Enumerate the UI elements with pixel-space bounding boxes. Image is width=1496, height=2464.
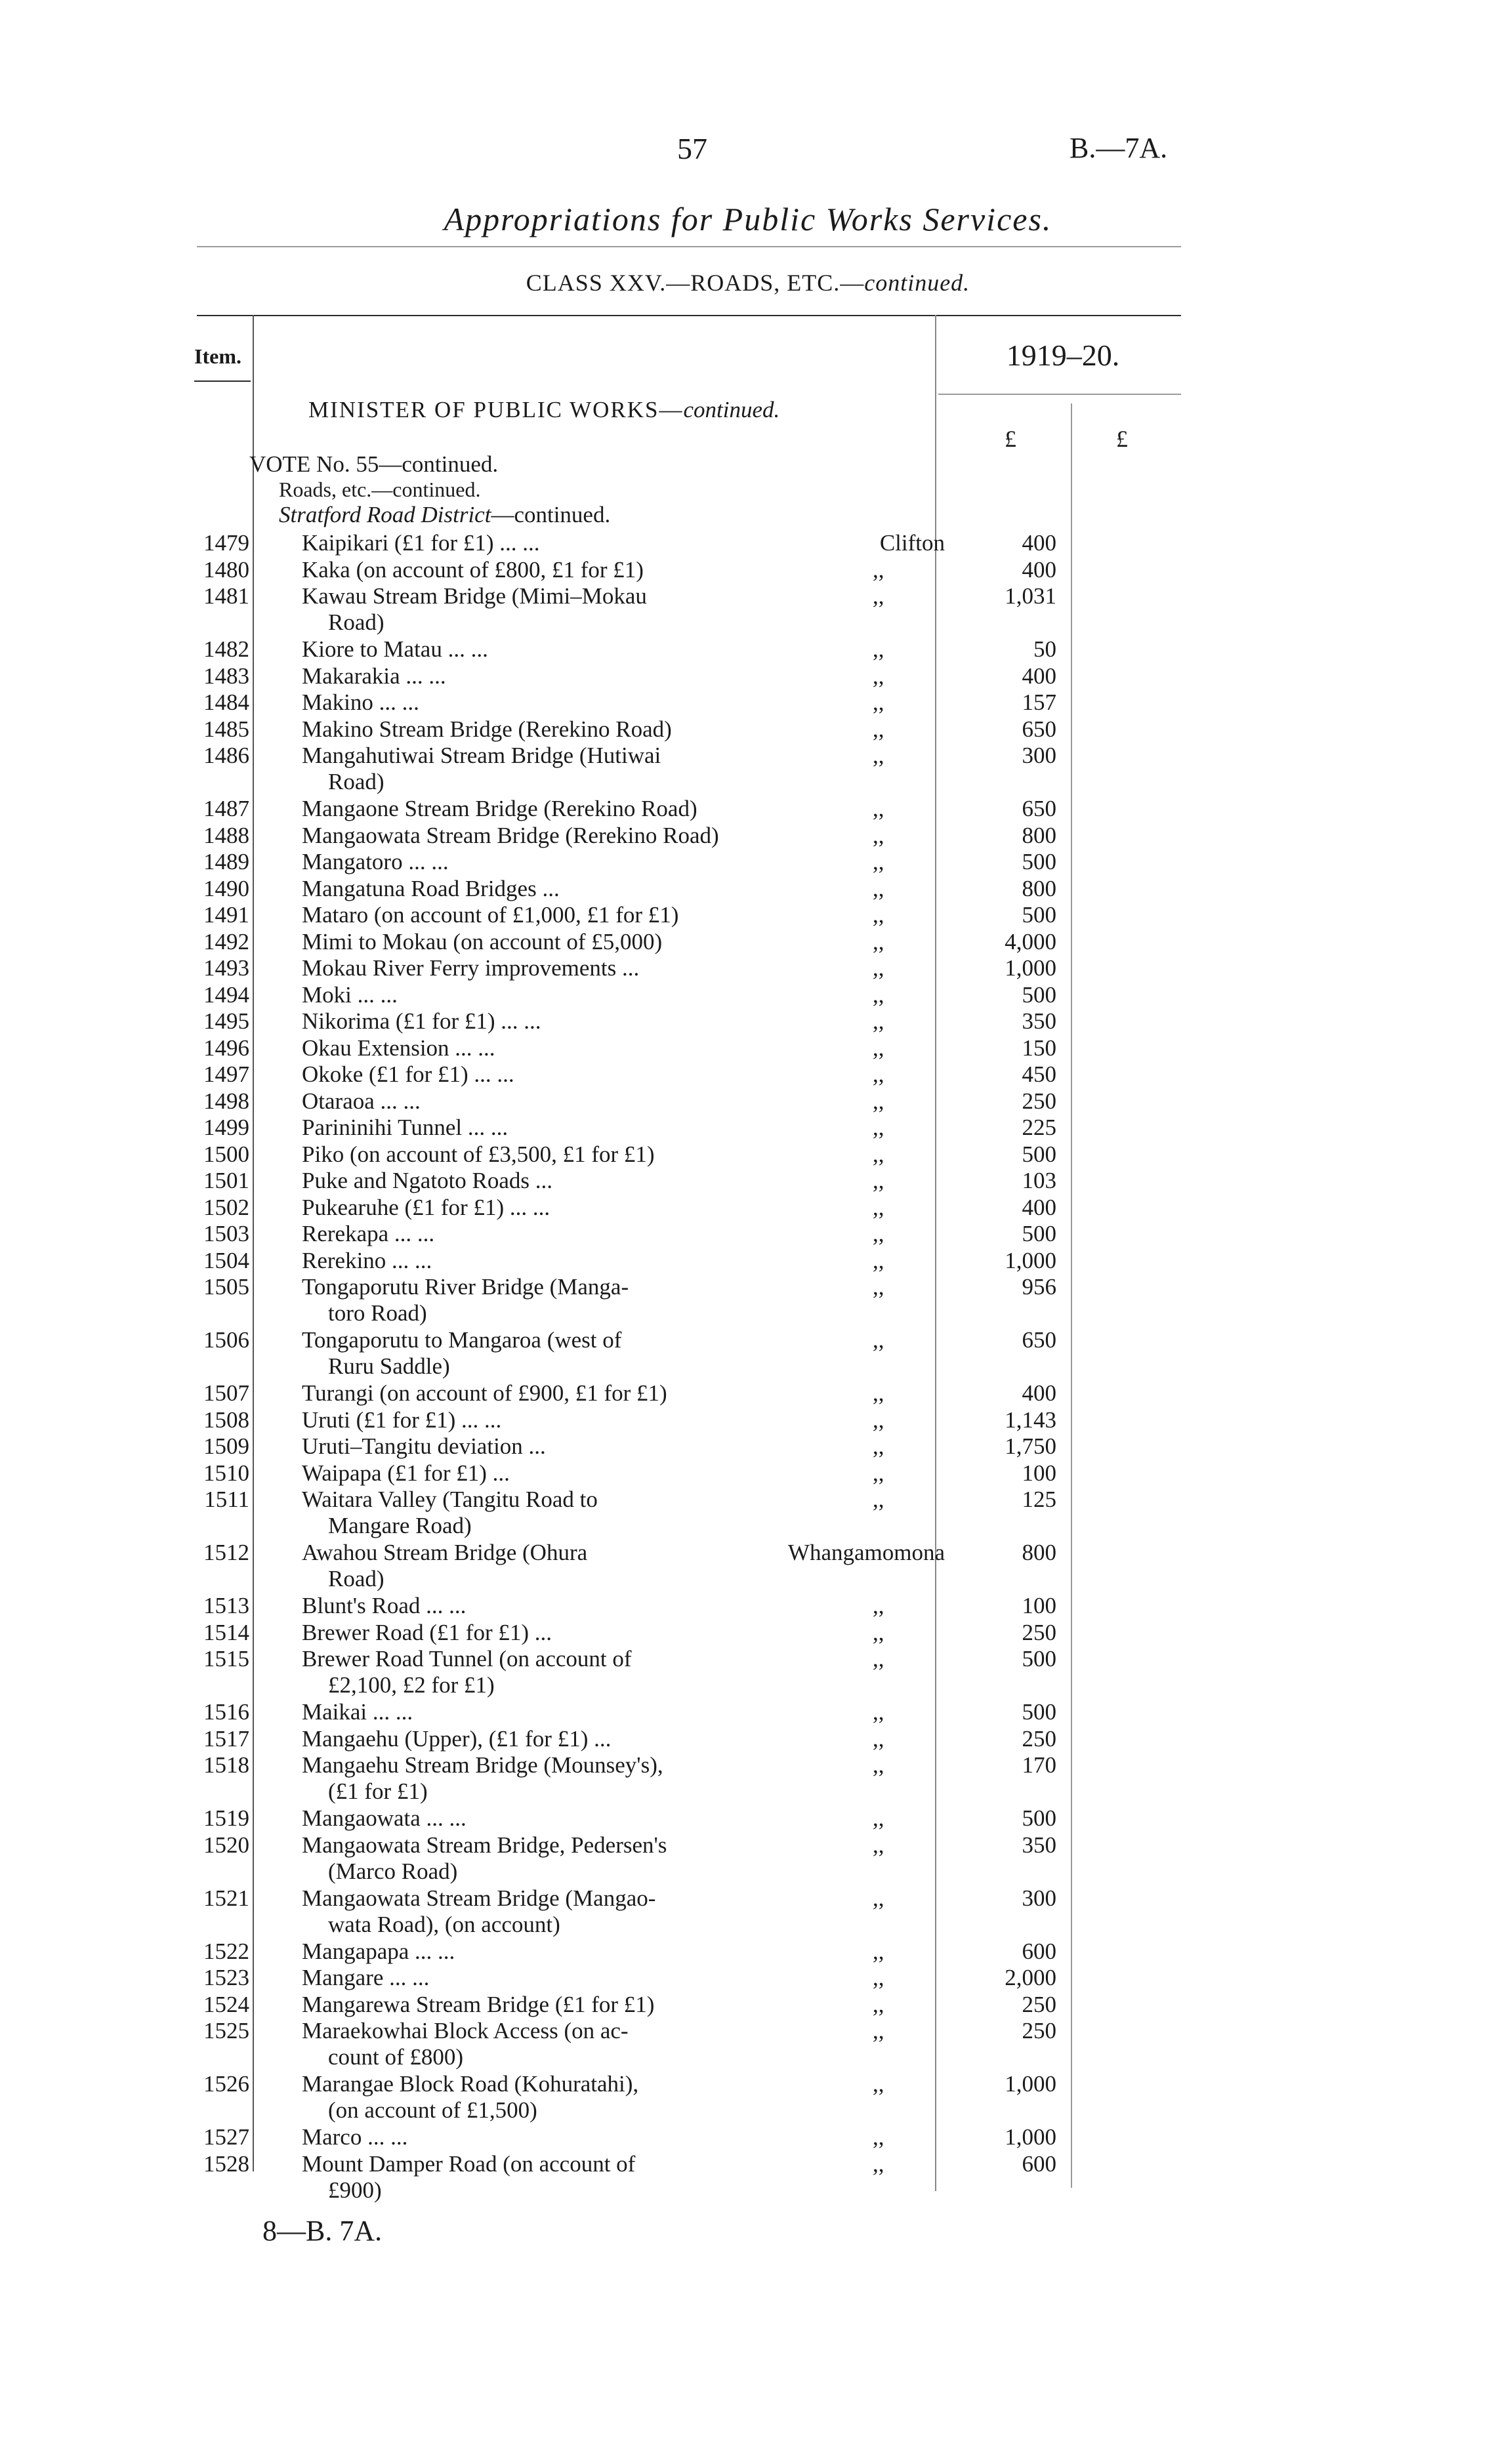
item-description-line: Rerekino ... ... <box>302 1247 432 1273</box>
item-number: 1505 <box>203 1274 249 1300</box>
item-description-line: Nikorima (£1 for £1) ... ... <box>302 1008 541 1034</box>
footer-signature: 8—B. 7A. <box>262 2215 383 2247</box>
item-number: 1482 <box>203 636 249 662</box>
district-cell: ,, <box>873 875 884 901</box>
district-cell: ,, <box>873 1168 884 1193</box>
item-number: 1526 <box>203 2071 249 2097</box>
district-cell: ,, <box>873 1115 884 1140</box>
amount-cell: 1,000 <box>1005 955 1056 981</box>
district-continued: —continued. <box>491 502 611 527</box>
district-cell: ,, <box>873 1725 884 1752</box>
district-cell: ,, <box>873 689 884 715</box>
amount-cell: 4,000 <box>1005 928 1056 955</box>
district-cell: ,, <box>873 1061 884 1087</box>
item-number: 1515 <box>203 1646 249 1672</box>
item-description-continuation: Road) <box>328 1566 384 1591</box>
amount-cell: 350 <box>1022 1008 1056 1034</box>
amount-cell: 500 <box>1022 1805 1056 1831</box>
item-number: 1483 <box>203 663 249 689</box>
amount-cell: 150 <box>1022 1035 1056 1061</box>
district-cell: ,, <box>873 663 884 689</box>
district-cell: ,, <box>873 928 884 955</box>
item-description-line: Marangae Block Road (Kohuratahi), <box>302 2071 639 2097</box>
item-number: 1497 <box>203 1061 249 1087</box>
item-column-header: Item. <box>194 344 241 368</box>
amount-cell: 956 <box>1022 1274 1056 1300</box>
item-number: 1527 <box>203 2124 249 2150</box>
district-cell: ,, <box>873 1699 884 1725</box>
item-description-line: Mokau River Ferry improvements ... <box>302 955 640 981</box>
district-cell: ,, <box>873 2071 884 2097</box>
item-description-continuation: (on account of £1,500) <box>328 2097 537 2123</box>
amount-cell: 500 <box>1022 902 1056 928</box>
amount-cell: 350 <box>1022 1832 1056 1858</box>
item-number: 1498 <box>203 1088 249 1114</box>
amount-cell: 650 <box>1022 796 1056 821</box>
item-description-line: Maikai ... ... <box>302 1699 413 1725</box>
pound-symbol-col2: £ <box>1116 426 1128 452</box>
amount-cell: 250 <box>1022 1991 1056 2017</box>
district-cell: ,, <box>873 1274 884 1300</box>
district-cell: ,, <box>873 796 884 821</box>
item-number: 1487 <box>203 796 249 821</box>
amount-cell: 1,750 <box>1005 1433 1056 1459</box>
district-name: Stratford Road District <box>279 502 491 527</box>
item-number: 1486 <box>203 743 249 768</box>
ministry-heading-main: MINISTER OF PUBLIC WORKS— <box>308 397 684 422</box>
item-description-line: Pukearuhe (£1 for £1) ... ... <box>302 1194 551 1220</box>
item-description-line: Makino ... ... <box>302 689 419 715</box>
item-description-line: Mangaowata ... ... <box>302 1805 467 1831</box>
district-cell: ,, <box>873 1407 884 1433</box>
item-number: 1516 <box>203 1699 249 1725</box>
district-cell: ,, <box>873 716 884 742</box>
district-cell: ,, <box>873 2124 884 2150</box>
item-number: 1481 <box>203 583 249 609</box>
item-description-line: Mangaowata Stream Bridge (Rerekino Road) <box>302 822 719 848</box>
item-description-continuation: £2,100, £2 for £1) <box>328 1672 495 1698</box>
item-description-line: Mangaehu Stream Bridge (Mounsey's), <box>302 1752 663 1778</box>
amount-cell: 800 <box>1022 875 1056 901</box>
district-cell: ,, <box>873 2150 884 2177</box>
district-cell: ,, <box>873 955 884 981</box>
item-description-line: Parininihi Tunnel ... ... <box>302 1115 509 1140</box>
year-header-underline <box>938 394 1181 395</box>
item-number: 1484 <box>203 689 249 715</box>
item-number: 1520 <box>203 1832 249 1858</box>
amount-cell: 50 <box>1033 636 1056 662</box>
item-number: 1479 <box>203 530 249 556</box>
amount-cell: 100 <box>1022 1593 1056 1618</box>
item-description-line: Mangahutiwai Stream Bridge (Hutiwai <box>302 743 661 768</box>
district-cell: ,, <box>873 1433 884 1459</box>
item-number: 1507 <box>203 1380 249 1406</box>
item-number: 1504 <box>203 1247 249 1273</box>
item-number: 1519 <box>203 1805 249 1831</box>
item-number: 1514 <box>203 1619 249 1645</box>
district-cell: ,, <box>873 583 884 609</box>
item-description-continuation: wata Road), (on account) <box>328 1911 560 1937</box>
amount-cell: 600 <box>1022 2150 1056 2177</box>
table-top-rule <box>197 315 1181 316</box>
item-number: 1491 <box>203 902 249 928</box>
district-cell: ,, <box>873 849 884 874</box>
district-cell: ,, <box>873 2018 884 2043</box>
item-description-line: Tongaporutu to Mangaroa (west of <box>302 1327 622 1353</box>
item-description-line: Makino Stream Bridge (Rerekino Road) <box>302 716 672 742</box>
item-description-line: Tongaporutu River Bridge (Manga- <box>302 1274 629 1300</box>
roads-subheading: Roads, etc.—continued. <box>279 478 481 501</box>
amount-cell: 500 <box>1022 1646 1056 1672</box>
district-cell: ,, <box>873 1965 884 1990</box>
item-number: 1524 <box>203 1991 249 2017</box>
amount-cell: 400 <box>1022 663 1056 689</box>
document-reference: B.—7A. <box>1070 132 1168 164</box>
amount-cell: 100 <box>1022 1460 1056 1486</box>
item-number: 1500 <box>203 1141 249 1167</box>
item-description-line: Rerekapa ... ... <box>302 1221 435 1246</box>
amount-cell: 500 <box>1022 1699 1056 1725</box>
item-number: 1511 <box>204 1487 249 1512</box>
district-cell: Whangamomona <box>787 1540 945 1565</box>
second-amount-column-divider <box>1071 403 1072 2188</box>
item-description-line: Otaraoa ... ... <box>302 1088 421 1114</box>
item-number: 1493 <box>203 955 249 981</box>
amount-cell: 600 <box>1022 1938 1056 1964</box>
amount-cell: 400 <box>1022 530 1056 556</box>
item-number: 1523 <box>203 1965 249 1990</box>
item-number: 1495 <box>203 1008 249 1034</box>
title-rule <box>197 246 1181 247</box>
item-number: 1503 <box>203 1221 249 1246</box>
item-description-continuation: Ruru Saddle) <box>328 1353 450 1379</box>
item-number: 1506 <box>203 1327 249 1353</box>
district-cell: ,, <box>873 1327 884 1353</box>
item-description-line: Mangatuna Road Bridges ... <box>302 875 560 901</box>
item-number: 1496 <box>203 1035 249 1061</box>
amount-cell: 125 <box>1022 1487 1056 1512</box>
item-description-line: Mangapapa ... ... <box>302 1938 455 1964</box>
item-number: 1518 <box>203 1752 249 1778</box>
item-description-line: Makarakia ... ... <box>302 663 446 689</box>
item-number: 1502 <box>203 1194 249 1220</box>
amount-cell: 500 <box>1022 981 1056 1008</box>
item-description-line: Marco ... ... <box>302 2124 408 2150</box>
district-cell: ,, <box>873 1088 884 1114</box>
district-cell: ,, <box>873 902 884 928</box>
item-description-line: Waitara Valley (Tangitu Road to <box>302 1487 598 1512</box>
item-description-line: Blunt's Road ... ... <box>302 1593 467 1618</box>
item-description-line: Mangarewa Stream Bridge (£1 for £1) <box>302 1991 655 2017</box>
item-description-line: Moki ... ... <box>302 981 398 1008</box>
item-description-continuation: count of £800) <box>328 2044 464 2070</box>
item-number: 1512 <box>203 1540 249 1565</box>
amount-cell: 500 <box>1022 1221 1056 1246</box>
item-description-line: Brewer Road (£1 for £1) ... <box>302 1619 552 1645</box>
item-description-line: Puke and Ngatoto Roads ... <box>302 1168 553 1193</box>
amount-cell: 450 <box>1022 1061 1056 1087</box>
item-number: 1490 <box>203 875 249 901</box>
amount-cell: 400 <box>1022 556 1056 583</box>
district-cell: ,, <box>873 1619 884 1645</box>
item-number: 1488 <box>203 822 249 848</box>
pound-symbol-col1: £ <box>1005 426 1016 452</box>
item-description-line: Kiore to Matau ... ... <box>302 636 488 662</box>
amount-cell: 170 <box>1022 1752 1056 1778</box>
amount-cell: 650 <box>1022 716 1056 742</box>
item-description-continuation: Mangare Road) <box>328 1513 472 1538</box>
item-description-line: Awahou Stream Bridge (Ohura <box>302 1540 588 1565</box>
item-description-line: Kaka (on account of £800, £1 for £1) <box>302 556 644 583</box>
class-heading-main: CLASS XXV.—ROADS, ETC.— <box>526 270 865 296</box>
item-description-line: Mount Damper Road (on account of <box>302 2150 636 2177</box>
item-number: 1517 <box>203 1725 249 1752</box>
district-cell: ,, <box>873 1805 884 1831</box>
amount-cell: 300 <box>1022 1885 1056 1911</box>
amount-cell: 300 <box>1022 743 1056 768</box>
item-description-line: Waipapa (£1 for £1) ... <box>302 1460 510 1486</box>
item-number: 1508 <box>203 1407 249 1433</box>
item-description-line: Kawau Stream Bridge (Mimi–Mokau <box>302 583 647 609</box>
page-title: Appropriations for Public Works Services. <box>444 201 1052 237</box>
district-cell: ,, <box>873 1141 884 1167</box>
item-description-line: Mangaowata Stream Bridge (Mangao- <box>302 1885 656 1911</box>
item-description-line: Okoke (£1 for £1) ... ... <box>302 1061 514 1087</box>
item-description-line: Mangaehu (Upper), (£1 for £1) ... <box>302 1725 612 1752</box>
district-cell: ,, <box>873 1460 884 1486</box>
item-description-continuation: £900) <box>328 2177 382 2203</box>
district-cell: ,, <box>873 1008 884 1034</box>
item-description-line: Mangaone Stream Bridge (Rerekino Road) <box>302 796 697 821</box>
district-cell: ,, <box>873 1380 884 1406</box>
amount-cell: 250 <box>1022 1619 1056 1645</box>
item-description-line: Turangi (on account of £900, £1 for £1) <box>302 1380 667 1406</box>
district-cell: ,, <box>873 1487 884 1512</box>
amount-cell: 1,000 <box>1005 2124 1056 2150</box>
item-number: 1513 <box>203 1593 249 1618</box>
item-number: 1485 <box>203 716 249 742</box>
item-description-line: Uruti–Tangitu deviation ... <box>302 1433 546 1459</box>
amount-cell: 1,000 <box>1005 1247 1056 1273</box>
amount-cell: 1,143 <box>1005 1407 1056 1433</box>
item-column-divider <box>253 315 254 2171</box>
district-cell: ,, <box>873 1194 884 1220</box>
district-cell: ,, <box>873 1885 884 1911</box>
district-cell: Clifton <box>879 530 945 556</box>
amount-cell: 500 <box>1022 849 1056 874</box>
district-cell: ,, <box>873 1646 884 1672</box>
district-cell: ,, <box>873 636 884 662</box>
item-description-line: Maraekowhai Block Access (on ac- <box>302 2018 629 2043</box>
amount-cell: 103 <box>1022 1168 1056 1193</box>
item-number: 1522 <box>203 1938 249 1964</box>
amount-cell: 1,000 <box>1005 2071 1056 2097</box>
class-heading <box>0 269 1496 297</box>
district-cell: ,, <box>873 743 884 768</box>
item-number: 1521 <box>203 1885 249 1911</box>
item-number: 1494 <box>203 981 249 1008</box>
item-number: 1509 <box>203 1433 249 1459</box>
district-cell: ,, <box>873 1035 884 1061</box>
item-description-line: Mataro (on account of £1,000, £1 for £1) <box>302 902 679 928</box>
item-description-line: Uruti (£1 for £1) ... ... <box>302 1407 502 1433</box>
item-description-continuation: toro Road) <box>328 1300 427 1326</box>
amount-cell: 2,000 <box>1005 1965 1056 1990</box>
page-number: 57 <box>677 132 707 165</box>
item-description-line: Mangatoro ... ... <box>302 849 449 874</box>
item-description-line: Piko (on account of £3,500, £1 for £1) <box>302 1141 655 1167</box>
amount-cell: 157 <box>1022 689 1056 715</box>
district-cell: ,, <box>873 1938 884 1964</box>
item-number: 1528 <box>203 2150 249 2177</box>
district-heading <box>279 502 610 528</box>
amount-cell: 800 <box>1022 1540 1056 1565</box>
item-number: 1489 <box>203 849 249 874</box>
item-number: 1492 <box>203 928 249 955</box>
item-description-continuation: (Marco Road) <box>328 1858 458 1884</box>
district-cell: ,, <box>873 822 884 848</box>
amount-cell: 250 <box>1022 1088 1056 1114</box>
item-number: 1510 <box>203 1460 249 1486</box>
district-cell: ,, <box>873 1832 884 1858</box>
amount-cell: 1,031 <box>1005 583 1056 609</box>
district-cell: ,, <box>873 1991 884 2017</box>
district-cell: ,, <box>873 1752 884 1778</box>
amount-cell: 250 <box>1022 2018 1056 2043</box>
amount-cell: 800 <box>1022 822 1056 848</box>
year-column-header: 1919–20. <box>1006 339 1120 372</box>
district-cell: ,, <box>873 1593 884 1618</box>
item-description-line: Mangare ... ... <box>302 1965 430 1990</box>
item-description-line: Mimi to Mokau (on account of £5,000) <box>302 928 663 955</box>
item-description-continuation: Road) <box>328 609 384 635</box>
amount-cell: 650 <box>1022 1327 1056 1353</box>
class-heading-continued: continued. <box>864 270 970 296</box>
amount-cell: 250 <box>1022 1725 1056 1752</box>
district-cell: ,, <box>873 1247 884 1273</box>
item-description-line: Okau Extension ... ... <box>302 1035 495 1061</box>
item-description-continuation: Road) <box>328 769 384 794</box>
item-description-line: Kaipikari (£1 for £1) ... ... <box>302 530 540 556</box>
item-number: 1501 <box>203 1168 249 1193</box>
amount-cell: 500 <box>1022 1141 1056 1167</box>
item-number: 1499 <box>203 1115 249 1140</box>
item-description-line: Brewer Road Tunnel (on account of <box>302 1646 632 1672</box>
district-cell: ,, <box>873 981 884 1008</box>
item-description-continuation: (£1 for £1) <box>328 1778 428 1804</box>
ministry-heading-continued: continued. <box>683 397 780 422</box>
amount-cell: 225 <box>1022 1115 1056 1140</box>
district-cell: ,, <box>873 556 884 583</box>
amount-cell: 400 <box>1022 1380 1056 1406</box>
item-description-line: Mangaowata Stream Bridge, Pedersen's <box>302 1832 667 1858</box>
district-cell: ,, <box>873 1221 884 1246</box>
item-number: 1525 <box>203 2018 249 2043</box>
ministry-heading <box>308 397 779 423</box>
item-header-underline <box>194 380 251 382</box>
vote-heading: VOTE No. 55—continued. <box>249 451 499 477</box>
item-number: 1480 <box>203 556 249 583</box>
amount-cell: 400 <box>1022 1194 1056 1220</box>
